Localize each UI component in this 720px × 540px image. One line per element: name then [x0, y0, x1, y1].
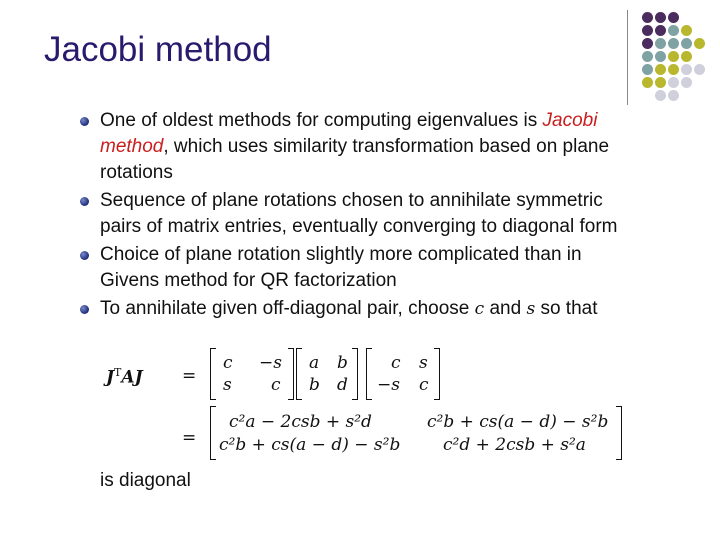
matrix-j	[366, 348, 440, 400]
bullet-text: One of oldest methods for computing eigenvalues is	[100, 110, 543, 131]
matrix-cell: s	[223, 375, 232, 395]
highlighted-term: Jacobi method	[100, 110, 598, 157]
bullet-marker	[80, 251, 89, 260]
equation-lhs-aj: AJ	[121, 367, 143, 388]
decor-dot	[655, 51, 666, 62]
decor-dot	[668, 38, 679, 49]
matrix-cell: c²d + 2csb + s²a	[443, 435, 586, 455]
divider-line	[627, 10, 628, 105]
decor-dot	[642, 25, 653, 36]
closing-text: is diagonal	[100, 470, 191, 491]
matrix-cell: −s	[259, 353, 282, 373]
decor-dot	[655, 25, 666, 36]
decor-dot	[681, 51, 692, 62]
matrix-cell: b	[337, 353, 348, 373]
decor-dot	[694, 38, 705, 49]
decor-dot	[681, 64, 692, 75]
decor-dot	[655, 90, 666, 101]
bullet-text: and	[484, 298, 527, 319]
decor-dot	[642, 38, 653, 49]
matrix-j-transpose	[210, 348, 294, 400]
matrix-cell: c	[271, 375, 281, 395]
matrix-cell: c	[419, 375, 429, 395]
matrix-cell: c²a − 2csb + s²d	[229, 412, 372, 432]
matrix-cell: d	[337, 375, 348, 395]
decor-dot	[681, 77, 692, 88]
bullet-marker	[80, 305, 89, 314]
decor-dot	[642, 12, 653, 23]
equals-sign: =	[182, 428, 197, 448]
matrix-a	[296, 348, 358, 400]
bullet-item	[78, 188, 623, 240]
bullet-marker	[80, 197, 89, 206]
slide-title: Jacobi method	[44, 30, 272, 69]
decor-dot	[655, 77, 666, 88]
matrix-result	[210, 406, 622, 460]
transpose-superscript: T	[114, 366, 122, 379]
matrix-cell: s	[419, 353, 428, 373]
bullet-marker	[80, 117, 89, 126]
decor-dot	[642, 77, 653, 88]
bullet-text: Choice of plane rotation slightly more complicated than in Givens method for QR factorization	[100, 244, 582, 291]
equation-lhs	[106, 366, 143, 388]
decor-dot	[655, 12, 666, 23]
decor-dot	[694, 64, 705, 75]
bullet-text: To annihilate given off-diagonal pair, choose	[100, 298, 475, 319]
decor-dot	[668, 64, 679, 75]
decor-dot	[642, 51, 653, 62]
matrix-cell: c	[223, 353, 233, 373]
bullet-item	[78, 296, 623, 322]
decor-dot	[668, 90, 679, 101]
matrix-cell: −s	[377, 375, 400, 395]
matrix-cell: a	[309, 353, 320, 373]
bullet-text: so that	[535, 298, 598, 319]
matrix-cell: c	[391, 353, 401, 373]
equation-lhs-j: J	[106, 367, 115, 388]
matrix-cell: c²b + cs(a − d) − s²b	[427, 412, 609, 432]
decor-dot	[655, 38, 666, 49]
bullet-list	[78, 108, 623, 324]
equals-sign: =	[182, 366, 197, 386]
decor-dot	[655, 64, 666, 75]
matrix-cell: c²b + cs(a − d) − s²b	[219, 435, 401, 455]
bullet-item	[78, 108, 623, 186]
decor-dot	[681, 25, 692, 36]
decor-dot	[668, 51, 679, 62]
bullet-item	[78, 242, 623, 294]
decor-dot	[668, 12, 679, 23]
decor-dot	[681, 38, 692, 49]
math-variable: c	[474, 299, 485, 319]
math-variable: s	[526, 299, 536, 319]
bullet-text: , which uses similarity transformation based on plane rotations	[100, 136, 610, 183]
bullet-text: Sequence of plane rotations chosen to annihilate symmetric pairs of matrix entries, eventually converging to diagonal form	[100, 190, 618, 237]
matrix-cell: b	[309, 375, 320, 395]
decor-dot	[642, 64, 653, 75]
decor-dot	[668, 25, 679, 36]
decor-dot	[668, 77, 679, 88]
